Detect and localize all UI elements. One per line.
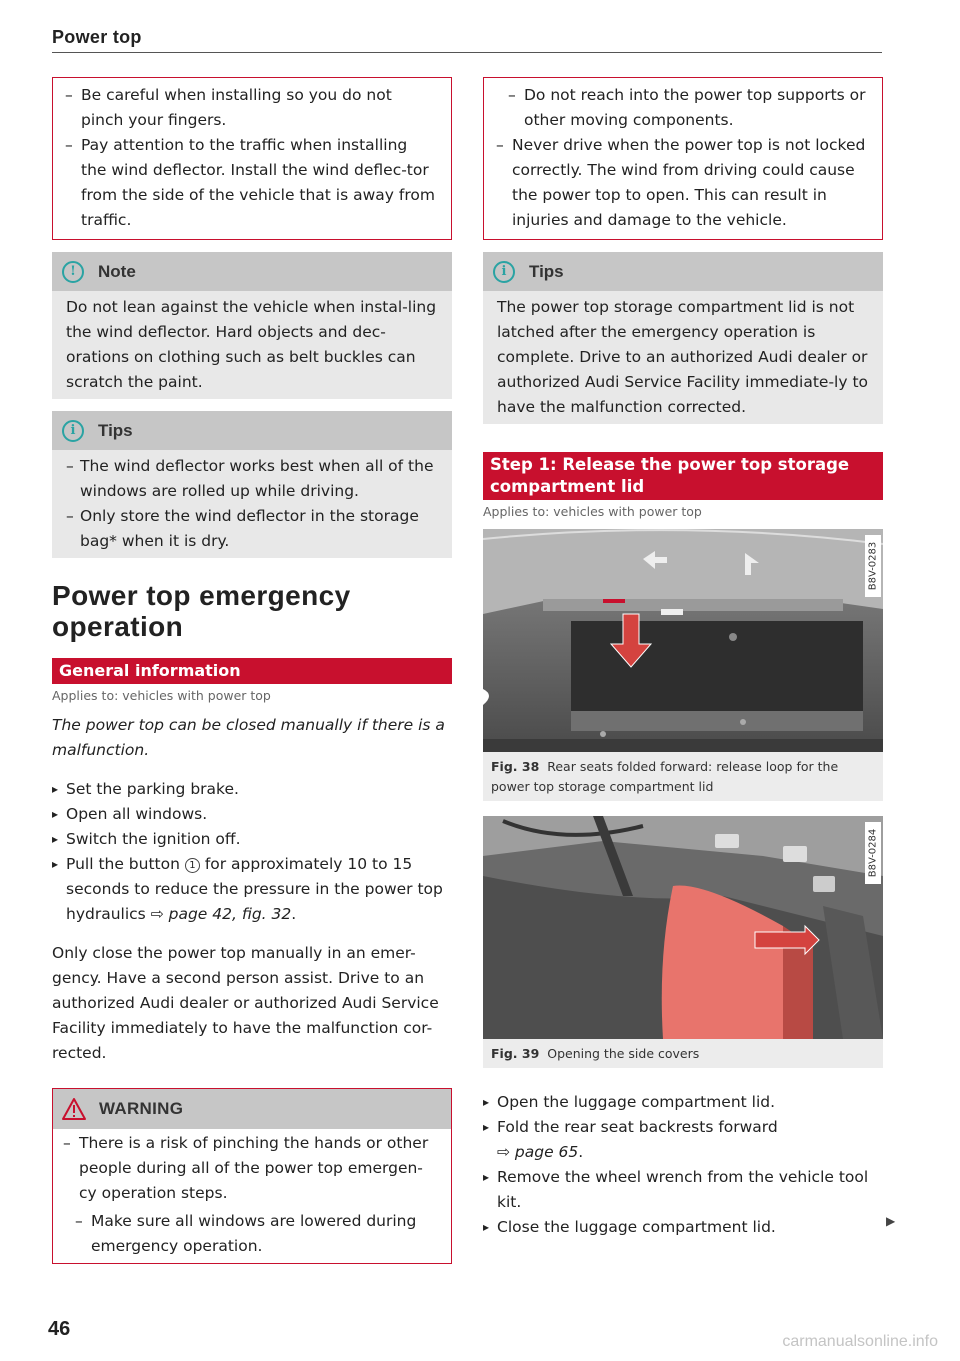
warning-box <box>52 1088 452 1264</box>
procedure-step: ▸ Fold the rear seat backrests forward ⇨ page 65. <box>483 1115 883 1165</box>
tips-item: – Only store the wind deflector in the storage bag* when it is dry. <box>66 504 438 554</box>
procedure-step: ▸ Open the luggage compartment lid. <box>483 1090 883 1115</box>
note-text: Do not lean against the vehicle when instal-ling the wind deflector. Hard objects and dec-orations on clothing such as belt buckles can scratch the paint. <box>66 298 437 391</box>
tips-label: Tips <box>529 261 564 281</box>
figure-caption-text: Rear seats folded forward: release loop for the power top storage compartment lid <box>491 759 839 794</box>
emergency-paragraph: Only close the power top manually in an emer-gency. Have a second person assist. Drive to an authorized Audi dealer or authorized Audi Service Facility immediately to have the malfunction cor-rected. <box>52 944 439 1062</box>
exclamation-icon: ! <box>62 261 84 283</box>
watermark: carmanualsonline.info <box>782 1333 938 1350</box>
subsection-heading: General information <box>52 658 452 684</box>
figure-39-caption <box>483 1039 883 1068</box>
intro-text: The power top can be closed manually if there is a malfunction. <box>52 716 445 759</box>
procedure-step: ▸ Switch the ignition off. <box>52 827 452 852</box>
warning-item: – There is a risk of pinching the hands or other people during all of the power top emergen-cy operation steps. <box>63 1131 437 1206</box>
tips-box-right <box>483 252 883 424</box>
warning-sub-item: – Make sure all windows are lowered during emergency operation. <box>63 1209 437 1259</box>
note-label: Note <box>98 261 136 281</box>
info-icon: i <box>493 261 515 283</box>
continue-arrow-icon: ▶ <box>886 1214 896 1228</box>
right-column <box>483 77 883 1240</box>
procedure-list <box>52 777 452 927</box>
side-cover-illustration <box>483 816 883 1039</box>
figure-number: Fig. 39 <box>491 1046 540 1061</box>
procedure-step: ▸ Open all windows. <box>52 802 452 827</box>
figure-code: B8V-0283 <box>865 535 881 597</box>
figure-number: Fig. 38 <box>491 759 540 774</box>
figure-38-caption <box>483 752 883 801</box>
step-text-a: Pull the button <box>66 855 180 873</box>
caution-box-left <box>52 77 452 240</box>
caution-item: – Be careful when installing so you do not pinch your fingers. <box>65 83 437 133</box>
tips-header <box>483 252 883 291</box>
warning-label: WARNING <box>99 1099 184 1118</box>
figure-code: B8V-0284 <box>865 822 881 884</box>
procedure-step: ▸ Pull the button 1 for approximately 10 to 15 seconds to reduce the pressure in the power top hydraulics ⇨ page 42, fig. 32. <box>52 852 452 927</box>
procedure-step: ▸ Set the parking brake. <box>52 777 452 802</box>
figure-39-image <box>483 816 883 1039</box>
storage-compartment-illustration <box>483 529 883 752</box>
figure-38 <box>483 529 883 801</box>
page-reference-link[interactable]: ⇨ page 65 <box>497 1143 579 1161</box>
tips-body <box>52 450 452 558</box>
warning-body <box>53 1129 451 1263</box>
header-rule <box>52 52 882 53</box>
page-number: 46 <box>48 1318 71 1340</box>
note-header <box>52 252 452 291</box>
tips-box-left <box>52 411 452 558</box>
running-header: Power top <box>52 27 142 47</box>
tips-header <box>52 411 452 450</box>
figure-caption-text: Opening the side covers <box>547 1046 700 1061</box>
button-1-callout: 1 <box>185 858 200 873</box>
caution-box-right <box>483 77 883 240</box>
procedure-step: ▸ Close the luggage compartment lid. <box>483 1215 883 1240</box>
info-icon: i <box>62 420 84 442</box>
caution-item: – Pay attention to the traffic when installing the wind deflector. Install the wind deflec-tor from the side of the vehicle that is away from traffic. <box>65 133 437 233</box>
step-text-b: for approximately 10 to 15 seconds to reduce the pressure in the power top hydraulics <box>66 855 443 923</box>
tips-item: – The wind deflector works best when all of the windows are rolled up while driving. <box>66 454 438 504</box>
procedure-step: ▸ Remove the wheel wrench from the vehicle tool kit. <box>483 1165 883 1215</box>
figure-39 <box>483 816 883 1068</box>
step-heading: Step 1: Release the power top storage compartment lid <box>483 452 883 500</box>
page-reference-link[interactable]: ⇨ page 42, fig. 32 <box>150 905 292 923</box>
tips-text: The power top storage compartment lid is not latched after the emergency operation is complete. Drive to an authorized Audi dealer or authorized Audi Service Facility immediate-ly to have the malfunction corrected. <box>497 298 869 416</box>
section-title: Power top emergency operation <box>52 580 351 642</box>
left-column <box>52 77 452 1264</box>
applies-to: Applies to: vehicles with power top <box>52 688 271 703</box>
applies-to: Applies to: vehicles with power top <box>483 504 702 519</box>
caution-item: – Never drive when the power top is not locked correctly. The wind from driving could cause the power top to open. This can result in injuries and damage to the vehicle. <box>496 133 868 233</box>
note-box <box>52 252 452 399</box>
caution-item: – Do not reach into the power top supports or other moving components. <box>496 83 868 133</box>
warning-triangle-icon <box>61 1097 87 1121</box>
warning-header <box>53 1089 451 1129</box>
procedure-list <box>483 1090 883 1240</box>
tips-label: Tips <box>98 420 133 440</box>
figure-38-image <box>483 529 883 752</box>
